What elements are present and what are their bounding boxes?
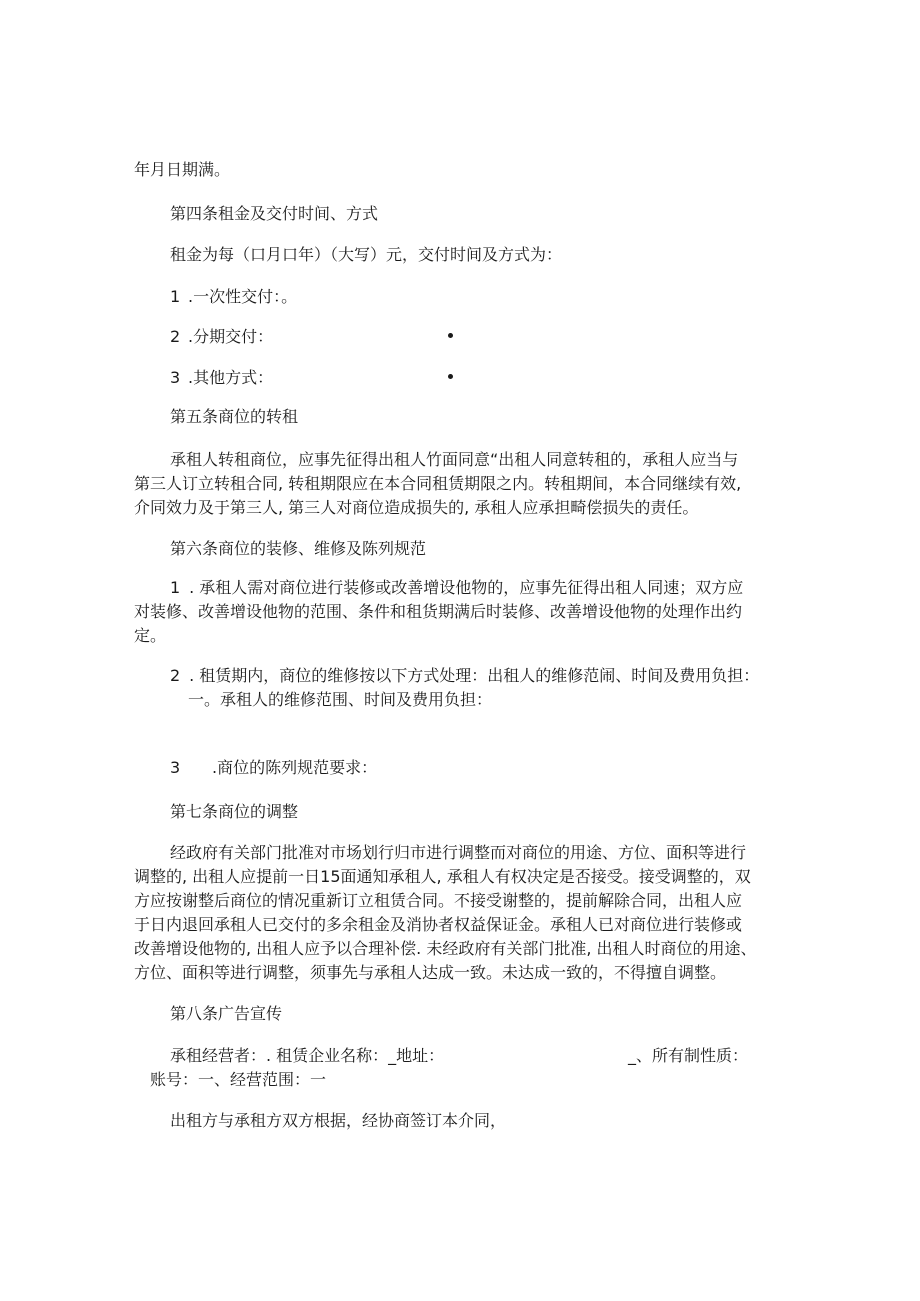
- article-4-item-1: [170, 286, 297, 308]
- text-line: [134, 576, 743, 600]
- article-6-item-3: [170, 757, 377, 779]
- expiry-line: 年月日期满。: [134, 160, 231, 179]
- item-text: .一次性交付：。: [188, 287, 298, 306]
- article-8-title: 第八条广告宣传: [170, 1004, 283, 1023]
- text-line: 经政府有关部门批准对市场划行归市进行调整而对商位的用途、方位、面积等进行: [170, 843, 747, 862]
- article-7-title: 第七条商位的调整: [170, 802, 299, 821]
- text-line: 一。承租人的维修范围、时间及费用负担：: [188, 690, 493, 709]
- article-4-rent-line: 租金为每（口月口年）（大写）元，交付时间及方式为：: [170, 245, 563, 264]
- article-8-line-2: 账号：一、经营范围：一: [150, 1070, 327, 1089]
- item-text: .其他方式：: [188, 368, 274, 387]
- text-line: 定。: [134, 626, 167, 645]
- text-line: 介同效力及于第三人, 第三人对商位造成损失的, 承租人应承担畸偿损失的责任。: [134, 498, 699, 517]
- text-line: 方应按谢整后商位的情况重新订立租赁合同。不接受谢整的，提前解除合同，出租人应: [134, 891, 743, 910]
- article-7-body: [134, 841, 757, 985]
- text-line: 承租人转租商位，应事先征得出租人竹面同意“出租人同意转租的，承租人应当与: [170, 450, 739, 469]
- article-4-item-3: [170, 367, 273, 389]
- text-line: 方位、面积等进行调整，须事先与承租人达成一致。未达成一致的，不得擅自调整。: [134, 963, 727, 982]
- text-line: 对装修、改善增设他物的范围、条件和租货期满后时装修、改善增设他物的处理作出约: [134, 602, 743, 621]
- closing-line: 出租方与承租方双方根据，经协商签订本介同，: [170, 1111, 507, 1130]
- item-text: . 承租人需对商位进行装修或改善增设他物的，应事先征得出租人同速；双方应: [184, 578, 744, 597]
- article-5-title: 第五条商位的转租: [170, 407, 299, 426]
- article-6-title: 第六条商位的装修、维修及陈列规范: [170, 539, 427, 558]
- item-text: .商位的陈列规范要求：: [212, 758, 378, 777]
- article-4-item-2: [170, 326, 273, 348]
- item-text: . 租赁期内，商位的维修按以下方式处理：出租人的维修范闹、时间及费用负担：: [184, 666, 760, 685]
- article-8-line-1: 承租经营者：. 租赁企业名称：_地址：: [170, 1046, 445, 1065]
- item-text: .分期交付：: [188, 327, 274, 346]
- article-8-line-1-right: _、所有制性质：: [628, 1046, 749, 1065]
- text-line: [134, 664, 759, 688]
- bullet-dot: [448, 333, 453, 338]
- bullet-dot: [448, 374, 453, 379]
- article-4-title: 第四条租金及交付时间、方式: [170, 204, 379, 223]
- article-6-item-2: [134, 664, 759, 712]
- text-line: 改善增设他物的, 出租人应予以合理补偿. 未经政府有关部门批准, 出租人时商位的用途、: [134, 939, 757, 958]
- item-number: 1: [170, 578, 181, 597]
- item-number: 2: [170, 327, 181, 346]
- item-number: 3: [170, 368, 181, 387]
- item-number: 1: [170, 287, 181, 306]
- item-number: 2: [170, 666, 181, 685]
- item-number: 3: [170, 758, 181, 777]
- text-line: 第三人订立转租合同, 转租期限应在本合同租赁期限之内。转租期间，本合同继续有效,: [134, 474, 742, 493]
- text-line: 调整的, 出租人应提前一日15面通知承租人, 承租人有权决定是否接受。接受调整的，双: [134, 867, 751, 886]
- text-line: 于日内退回承租人已交付的多余租金及消协者权益保证金。承租人已对商位进行装修或: [134, 915, 743, 934]
- article-6-item-1: [134, 576, 743, 648]
- article-5-body: [134, 448, 741, 520]
